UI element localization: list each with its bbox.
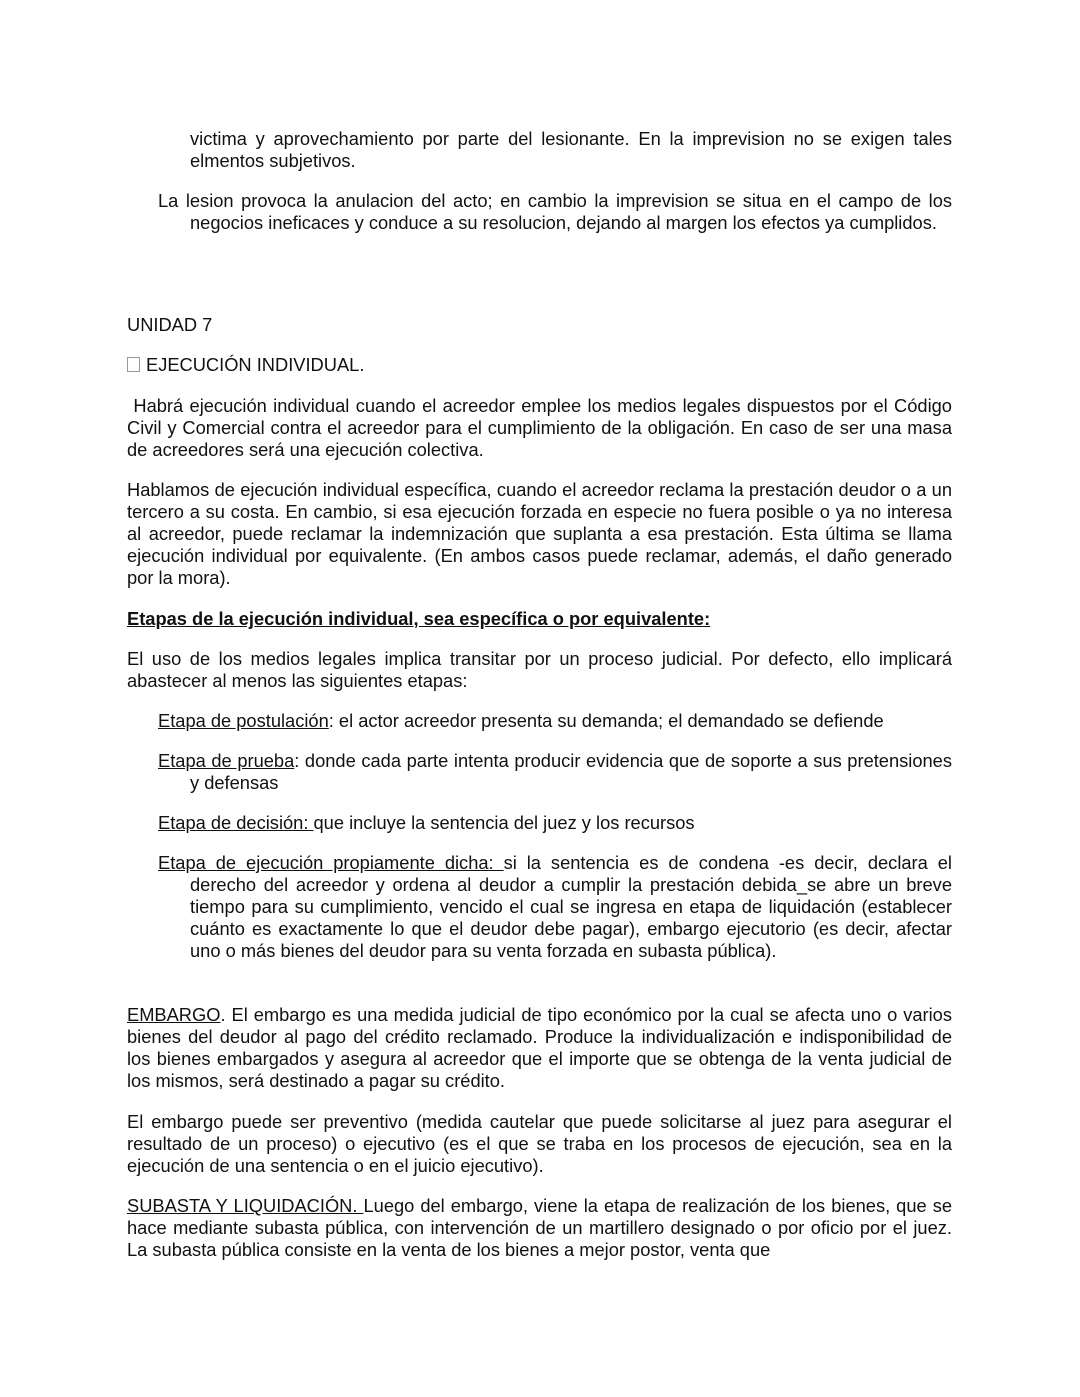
section-title xyxy=(127,354,952,376)
section-title-text: EJECUCIÓN INDIVIDUAL. xyxy=(146,354,365,375)
stage-text: : donde cada parte intenta producir evidencia que de soporte a sus pretensiones y defensas xyxy=(190,750,952,793)
embargo-text: . El embargo es una medida judicial de tipo económico por la cual se afecta uno o varios bienes del deudor al pago del crédito reclamado. Produce la individualización e indisponibilidad de los bienes embargados y asegura al acreedor que el importe que se obtenga de la venta judicial de los mismos, será destinado a pagar su crédito. xyxy=(127,1004,952,1091)
stage-text: que incluye la sentencia del juez y los recursos xyxy=(313,812,695,833)
subasta-text: Luego del embargo, viene la etapa de realización de los bienes, que se hace mediante subasta pública, con intervención de un martillero designado o por oficio por el juez. La subasta pública consiste en la venta de los bienes a mejor postor, venta que xyxy=(127,1195,953,1260)
stage-item xyxy=(158,710,952,732)
stage-item xyxy=(158,812,952,834)
missing-glyph-icon xyxy=(127,357,140,372)
unit-title: UNIDAD 7 xyxy=(127,314,213,335)
paragraph-uso: El uso de los medios legales implica transitar por un proceso judicial. Por defecto, ello implicará abastecer al menos las siguientes etapas: xyxy=(127,648,952,691)
stage-item xyxy=(158,852,952,962)
stage-label: Etapa de prueba xyxy=(158,750,295,771)
paragraph-continuation: victima y aprovechamiento por parte del lesionante. En la imprevision no se exigen tales elmentos subjetivos. xyxy=(190,128,952,171)
stage-text: si la sentencia es de condena -es decir, declara el derecho del acreedor y ordena al deudor a cumplir la prestación debida_se abre un breve tiempo para su cumplimiento, vencido el cual se ingresa en etapa de liquidación (establecer cuánto es exactamente lo que el deudor debe pagar), embargo ejecutorio (es decir, afectar uno o más bienes del deudor para su venta forzada en subasta pública). xyxy=(190,852,952,961)
embargo-label: EMBARGO xyxy=(127,1004,221,1025)
paragraph-lesion: La lesion provoca la anulacion del acto; en cambio la imprevision se situa en el campo de los negocios ineficaces y conduce a su resolucion, dejando al margen los efectos ya cumplidos. xyxy=(158,190,952,233)
paragraph-embargo xyxy=(127,1004,952,1092)
paragraph-intro: Habrá ejecución individual cuando el acreedor emplee los medios legales dispuestos por el Código Civil y Comercial contra el acreedor para el cumplimiento de la obligación. En caso de ser una masa de acreedores será una ejecución colectiva. xyxy=(127,395,958,460)
paragraph-types: Hablamos de ejecución individual específica, cuando el acreedor reclama la prestación deudor o a un tercero a su costa. En cambio, si esa ejecución forzada en especie no fuera posible o ya no interesa al acreedor, puede reclamar la indemnización que suplanta a esa prestación. Esta última se llama ejecución individual por equivalente. (En ambos casos puede reclamar, además, el daño generado por la mora). xyxy=(127,479,952,588)
paragraph-subasta xyxy=(127,1195,952,1261)
stage-label: Etapa de ejecución propiamente dicha: xyxy=(158,852,504,873)
stages-heading xyxy=(127,608,952,630)
stages-heading-text: Etapas de la ejecución individual, sea específica o por equivalente: xyxy=(127,608,711,629)
stage-item xyxy=(158,750,952,794)
stage-label: Etapa de postulación xyxy=(158,710,329,731)
stage-label: Etapa de decisión: xyxy=(158,812,314,833)
paragraph-embargo-types: El embargo puede ser preventivo (medida cautelar que puede solicitarse al juez para asegurar el resultado de un proceso) o ejecutivo (es el que se traba en los procesos de ejecución, sea en la ejecución de una sentencia o en el juicio ejecutivo). xyxy=(127,1111,952,1176)
stage-text: : el actor acreedor presenta su demanda; el demandado se defiende xyxy=(328,710,884,731)
subasta-label: SUBASTA Y LIQUIDACIÓN. xyxy=(127,1195,364,1216)
